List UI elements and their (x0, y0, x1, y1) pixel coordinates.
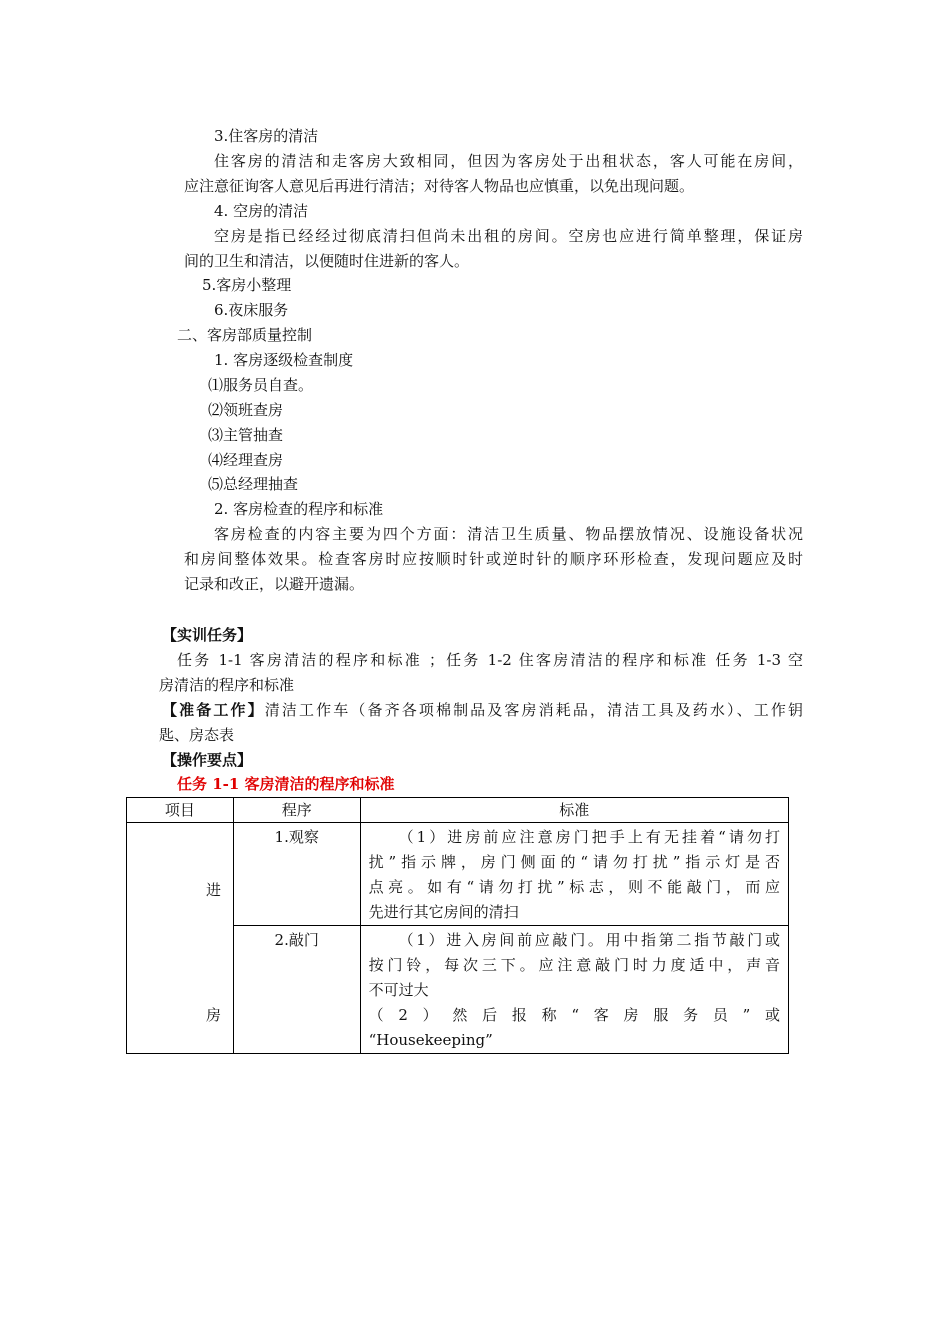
part-2-1-heading: 1. 客房逐级检查制度 (214, 351, 354, 369)
section-5-heading: 5.客房小整理 (202, 276, 292, 294)
prep-line-2: 匙、房态表 (159, 726, 235, 744)
standard-line: 先进行其它房间的清扫 (368, 903, 519, 921)
item-char: 房 (206, 1006, 222, 1024)
header-step: 程序 (233, 798, 360, 823)
standard-line: 不可过大 (368, 981, 429, 999)
ops-label: 【操作要点】 (162, 751, 253, 769)
task-title: 任务 1-1 客房清洁的程序和标准 (177, 775, 395, 793)
inspection-item: ⑵领班查房 (208, 401, 284, 419)
part-2-heading: 二、客房部质量控制 (177, 326, 313, 344)
step-label: 2.敲门 (274, 931, 319, 949)
part-2-2-heading: 2. 客房检查的程序和标准 (214, 500, 384, 518)
step-label: 1.观察 (274, 828, 319, 846)
standard-text (361, 823, 788, 925)
training-label: 【实训任务】 (162, 626, 253, 644)
step-cell (233, 823, 360, 926)
section-3-paragraph-line-2: 应注意征询客人意见后再进行清洁；对待客人物品也应慎重，以免出现问题。 (184, 177, 695, 195)
header-item: 项目 (127, 798, 234, 823)
table-header-row (127, 798, 789, 823)
part-2-2-paragraph-line-1: 客房检查的内容主要为四个方面：清洁卫生质量、物品摆放情况、设施设备状况 (214, 525, 803, 543)
prep-text: 清洁工作车（备齐各项棉制品及客房消耗品，清洁工具及药水）、工作钥 (264, 701, 803, 719)
section-3-paragraph-line-1: 住客房的清洁和走客房大致相同，但因为客房处于出租状态，客人可能在房间， (214, 152, 803, 170)
item-cell (127, 823, 234, 1054)
inspection-item: ⑴服务员自查。 (208, 376, 314, 394)
section-4-heading: 4. 空房的清洁 (214, 202, 309, 220)
inspection-item: ⑸总经理抽查 (208, 475, 299, 493)
part-2-2-paragraph-line-2: 和房间整体效果。检查客房时应按顺时针或逆时针的顺序环形检查，发现问题应及时 (184, 550, 803, 568)
section-3-heading: 3.住客房的清洁 (214, 127, 319, 145)
standard-cell (360, 926, 788, 1054)
procedure-table (126, 797, 789, 1054)
prep-label: 【准备工作】 (162, 701, 265, 719)
section-6-heading: 6.夜床服务 (214, 301, 289, 319)
prep-line-1 (162, 698, 803, 723)
standard-line: 扰”指示牌，房门侧面的“请勿打扰”指示灯是否 (368, 853, 780, 871)
inspection-item: ⑷经理查房 (208, 451, 284, 469)
standard-line: （1）进入房间前应敲门。用中指第二指节敲门或 (398, 931, 780, 949)
section-4-paragraph-line-1: 空房是指已经经过彻底清扫但尚未出租的房间。空房也应进行简单整理，保证房 (214, 227, 803, 245)
standard-line: 点亮。如有“请勿打扰”标志，则不能敲门，而应 (368, 878, 780, 896)
standard-cell (360, 823, 788, 926)
standard-text (361, 926, 788, 1053)
standard-line: （1）进房前应注意房门把手上有无挂着“请勿打 (398, 828, 780, 846)
standard-line: （2）然后报称“客房服务员”或 (368, 1006, 780, 1024)
standard-line: 按门铃，每次三下。应注意敲门时力度适中，声音 (368, 956, 780, 974)
header-standard: 标准 (360, 798, 788, 823)
section-4-paragraph-line-2: 间的卫生和清洁，以便随时住进新的客人。 (184, 252, 470, 270)
table-row (127, 823, 789, 926)
standard-line: “Housekeeping” (368, 1031, 493, 1049)
training-line-2: 房清洁的程序和标准 (159, 676, 295, 694)
item-char: 进 (206, 881, 222, 899)
step-cell (233, 926, 360, 1054)
inspection-item: ⑶主管抽查 (208, 426, 284, 444)
part-2-2-paragraph-line-3: 记录和改正，以避开遗漏。 (184, 575, 365, 593)
training-line-1: 任务 1-1 客房清洁的程序和标准 ；任务 1-2 住客房清洁的程序和标准 任务 1-3 空 (177, 651, 803, 669)
